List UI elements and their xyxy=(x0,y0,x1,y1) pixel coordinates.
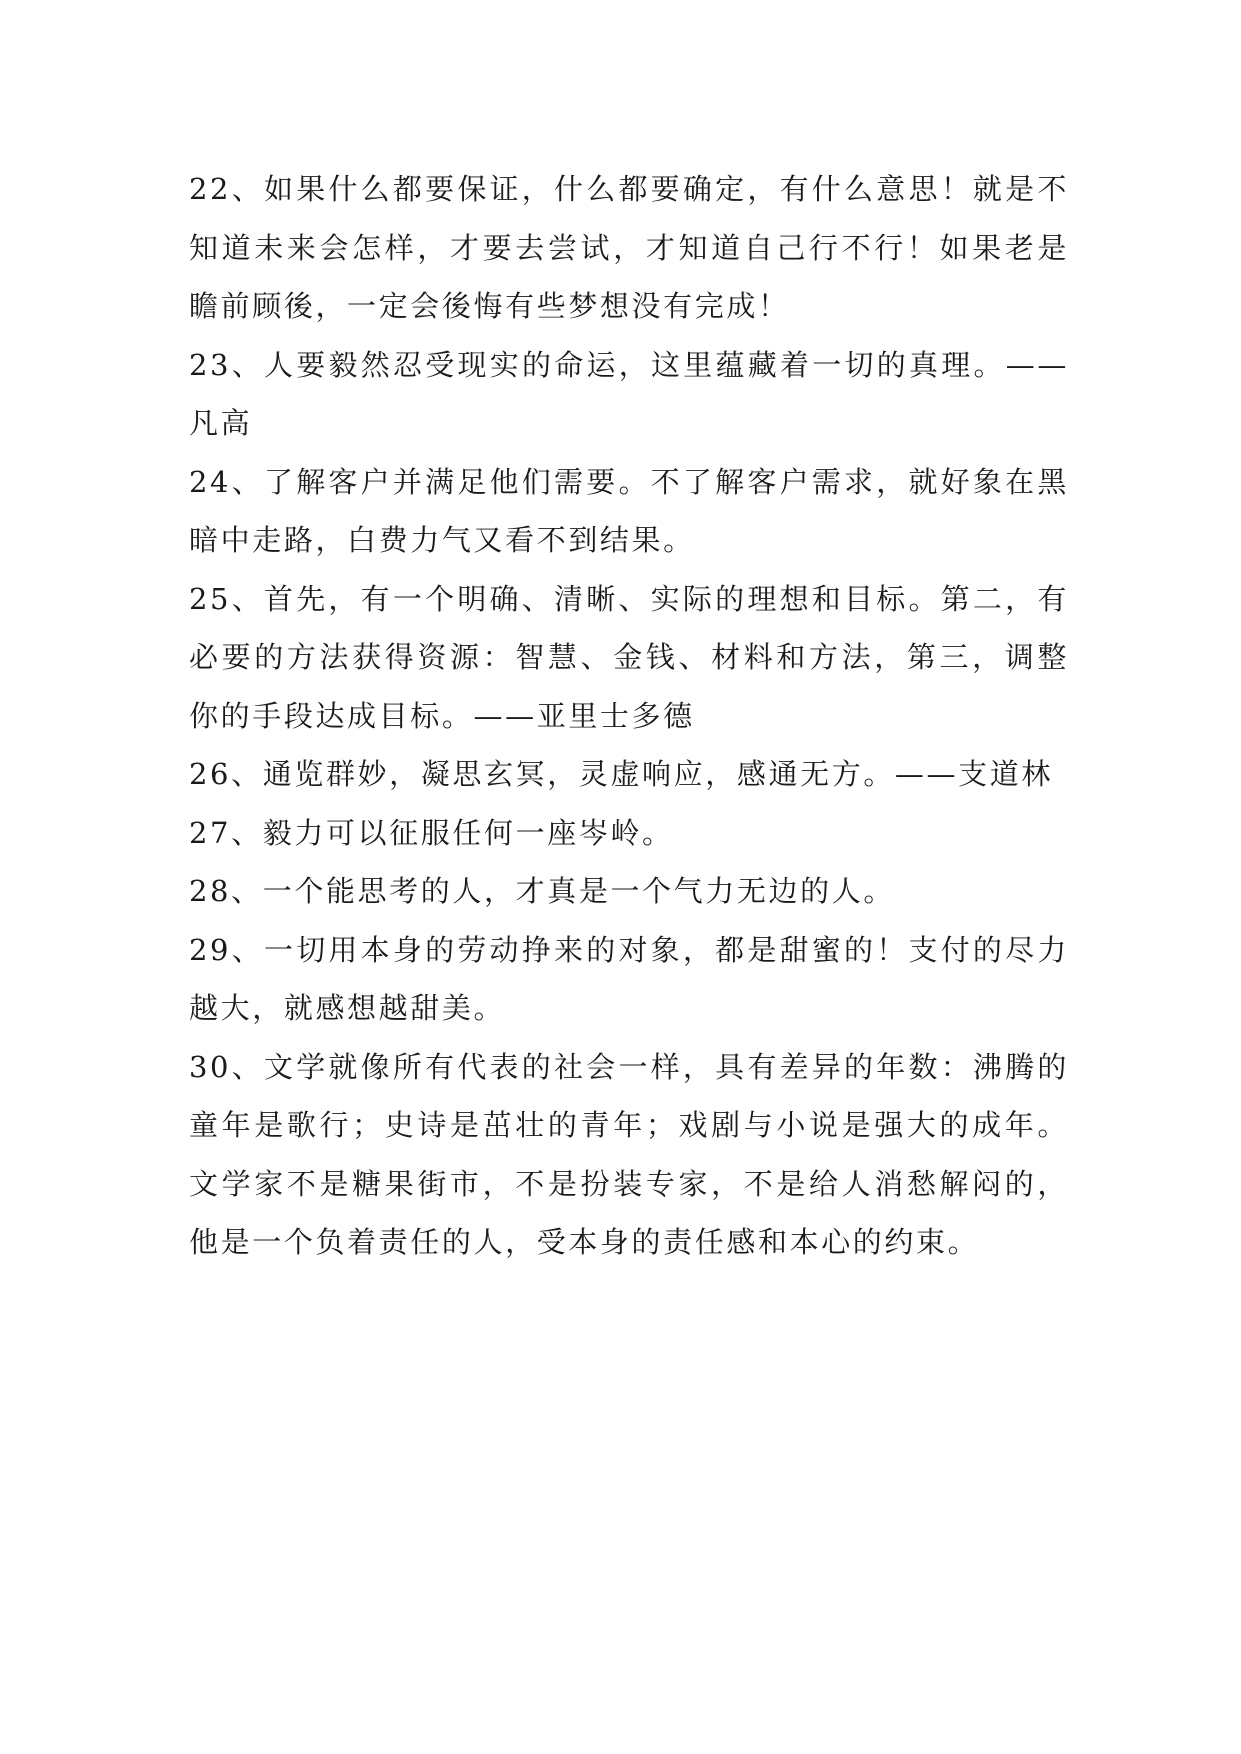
quote-item-24: 24、了解客户并满足他们需要。不了解客户需求，就好象在黑暗中走路，白费力气又看不到结果。 xyxy=(189,464,1069,557)
quote-item-29: 29、一切用本身的劳动挣来的对象，都是甜蜜的！支付的尽力越大，就感想越甜美。 xyxy=(189,932,1069,1025)
quote-item-28: 28、一个能思考的人，才真是一个气力无边的人。 xyxy=(189,874,895,908)
quote-item-27: 27、毅力可以征服任何一座岑岭。 xyxy=(189,815,674,850)
quote-item-23: 23、人要毅然忍受现实的命运，这里蕴藏着一切的真理。——凡高 xyxy=(189,347,1069,440)
quote-item-25: 25、首先，有一个明确、清晰、实际的理想和目标。第二，有必要的方法获得资源：智慧、金钱、材料和方法，第三，调整你的手段达成目标。——亚里士多德 xyxy=(189,581,1069,733)
quote-item-22: 22、如果什么都要保证，什么都要确定，有什么意思！就是不知道未来会怎样，才要去尝试，才知道自己行不行！如果老是瞻前顾後，一定会後悔有些梦想没有完成！ xyxy=(189,172,1069,323)
document-body xyxy=(189,160,1069,1272)
quote-item-30: 30、文学就像所有代表的社会一样，具有差异的年数：沸腾的童年是歌行；史诗是茁壮的青年；戏剧与小说是强大的成年。 文学家不是糖果街市，不是扮装专家，不是给人消愁解闷的，他是一个负着责任的人，受本身的责任感和本心的约束。 xyxy=(189,1049,1069,1259)
quote-item-26: 26、通览群妙，凝思玄冥，灵虚响应，感通无方。——支道林 xyxy=(189,757,1053,791)
